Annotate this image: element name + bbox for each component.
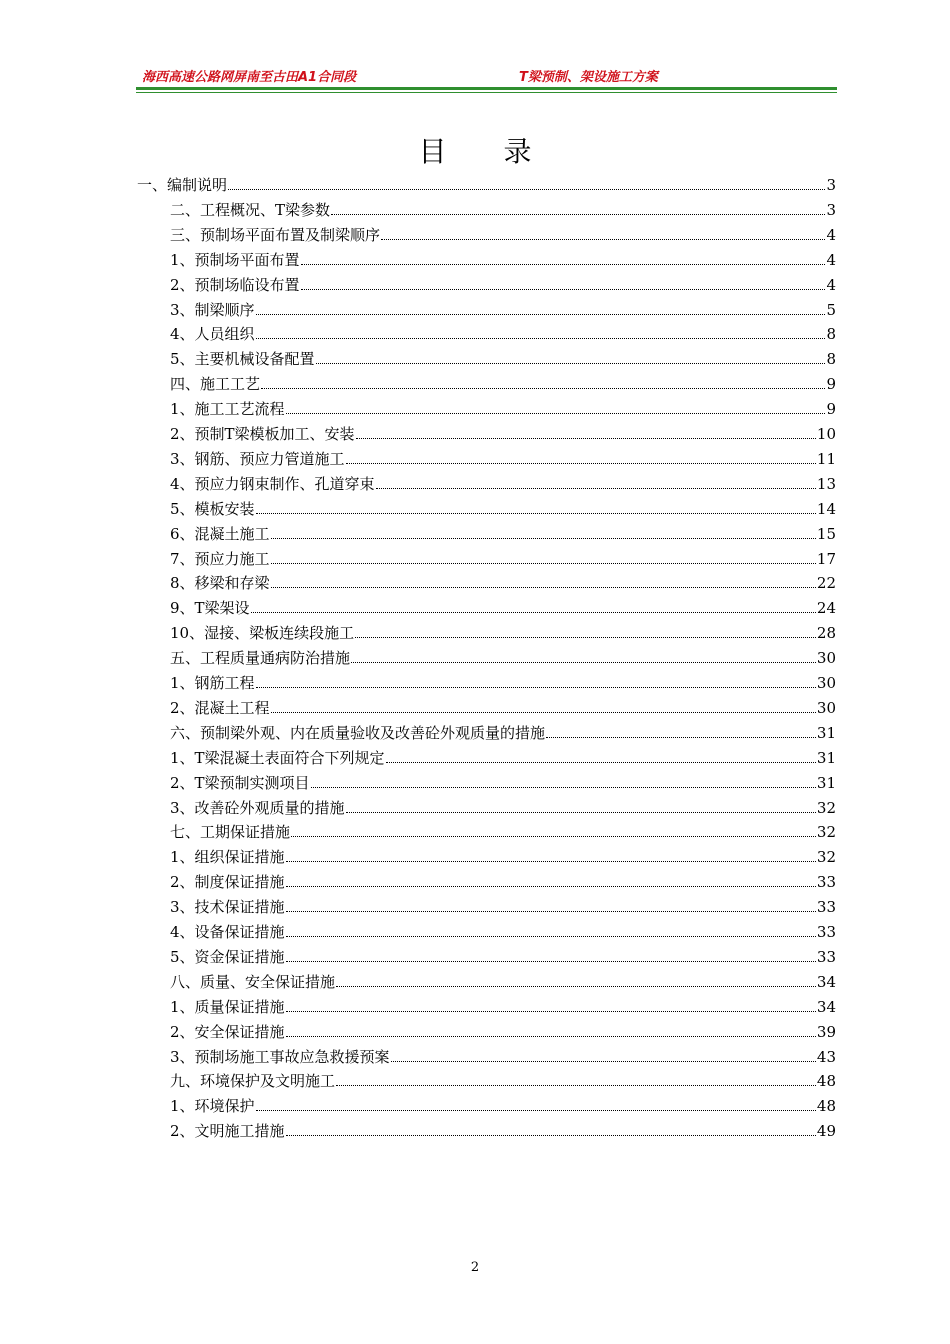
toc-entry-page: 28 <box>816 624 836 643</box>
toc-entry-page: 24 <box>816 599 836 618</box>
toc-entry-page: 17 <box>816 549 836 568</box>
toc-leader-dots <box>336 985 816 987</box>
toc-entry[interactable] <box>170 747 836 771</box>
toc-entry-page: 31 <box>816 723 836 742</box>
header-rule-thin <box>136 92 837 93</box>
toc-entry-page: 5 <box>826 300 836 319</box>
toc-entry-label: 3、预制场施工事故应急救援预案 <box>170 1047 390 1066</box>
toc-entry[interactable] <box>170 722 836 746</box>
toc-leader-dots <box>381 238 825 240</box>
toc-entry[interactable] <box>170 572 836 596</box>
toc-entry[interactable] <box>170 946 836 970</box>
toc-entry-page: 31 <box>816 773 836 792</box>
toc-leader-dots <box>346 811 816 813</box>
toc-entry-page: 30 <box>816 698 836 717</box>
toc-leader-dots <box>316 362 826 364</box>
toc-leader-dots <box>256 686 816 688</box>
toc-leader-dots <box>261 387 825 389</box>
toc-entry[interactable] <box>170 647 836 671</box>
toc-entry[interactable] <box>170 697 836 721</box>
toc-leader-dots <box>351 661 816 663</box>
toc-leader-dots <box>256 1109 816 1111</box>
toc-entry[interactable] <box>170 772 836 796</box>
toc-entry[interactable] <box>137 174 836 198</box>
toc-entry[interactable] <box>170 323 836 347</box>
toc-entry-page: 33 <box>816 873 836 892</box>
toc-leader-dots <box>546 736 816 738</box>
toc-entry-page: 22 <box>816 574 836 593</box>
toc-leader-dots <box>301 263 826 265</box>
toc-entry-page: 48 <box>816 1097 836 1116</box>
toc-leader-dots <box>286 1010 816 1012</box>
toc-entry-label: 七、工期保证措施 <box>170 823 291 842</box>
toc-entry-page: 10 <box>816 425 836 443</box>
toc-entry[interactable] <box>170 672 836 696</box>
toc-leader-dots <box>286 1035 816 1037</box>
toc-entry-label: 1、环境保护 <box>170 1097 255 1116</box>
toc-leader-dots <box>391 1060 816 1062</box>
page-number: 2 <box>470 1260 480 1275</box>
toc-entry-label: 2、预制场临设布置 <box>170 275 300 294</box>
toc-leader-dots <box>311 786 816 788</box>
toc-entry[interactable] <box>170 373 836 397</box>
toc-entry[interactable] <box>170 622 836 646</box>
toc-entry[interactable] <box>170 971 836 995</box>
toc-leader-dots <box>256 313 826 315</box>
toc-leader-dots <box>286 1134 816 1136</box>
toc-entry[interactable] <box>170 548 836 572</box>
toc-entry-label: 2、预制T梁模板加工、安装 <box>170 425 355 443</box>
toc-entry-label: 2、T梁预制实测项目 <box>170 773 310 792</box>
toc-entry[interactable] <box>170 896 836 920</box>
toc-leader-dots <box>286 885 816 887</box>
toc-entry-label: 3、改善砼外观质量的措施 <box>170 798 345 817</box>
toc-leader-dots <box>331 213 825 215</box>
toc-entry-page: 8 <box>826 350 836 369</box>
toc-leader-dots <box>336 1084 816 1086</box>
toc-entry-label: 1、质量保证措施 <box>170 997 285 1016</box>
page-header <box>136 64 837 94</box>
toc-entry-label: 八、质量、安全保证措施 <box>170 972 336 991</box>
toc-entry-page: 39 <box>816 1022 836 1041</box>
toc-entry-label: 3、钢筋、预应力管道施工 <box>170 449 345 468</box>
toc-entry[interactable] <box>170 473 836 497</box>
toc-entry[interactable] <box>170 249 836 273</box>
toc-entry[interactable] <box>170 448 836 472</box>
toc-entry-page: 4 <box>826 250 836 269</box>
toc-entry-page: 15 <box>816 524 836 543</box>
toc-entry-label: 2、制度保证措施 <box>170 873 285 892</box>
toc-entry[interactable] <box>170 1021 836 1045</box>
toc-entry-label: 三、预制场平面布置及制梁顺序 <box>170 225 381 244</box>
toc-leader-dots <box>271 562 816 564</box>
toc-leader-dots <box>256 512 816 514</box>
toc-entry-page: 4 <box>826 225 836 244</box>
toc-entry-label: 10、湿接、梁板连续段施工 <box>170 624 355 643</box>
toc-entry-label: 1、预制场平面布置 <box>170 250 300 269</box>
toc-entry[interactable] <box>170 1095 836 1119</box>
toc-leader-dots <box>286 910 816 912</box>
toc-entry-label: 1、T梁混凝土表面符合下列规定 <box>170 748 385 767</box>
toc-entry-page: 48 <box>816 1072 836 1091</box>
toc-entry-page: 33 <box>816 898 836 917</box>
toc-entry-label: 5、模板安装 <box>170 499 255 518</box>
toc-entry-label: 4、预应力钢束制作、孔道穿束 <box>170 474 375 493</box>
toc-leader-dots <box>376 487 816 489</box>
toc-entry[interactable] <box>170 1046 836 1070</box>
toc-entry-page: 4 <box>826 275 836 294</box>
toc-entry-page: 9 <box>826 400 836 419</box>
toc-entry-page: 32 <box>816 823 836 842</box>
toc-entry[interactable] <box>170 1120 836 1144</box>
toc-entry-label: 四、施工工艺 <box>170 375 261 394</box>
toc-entry[interactable] <box>170 597 836 621</box>
toc-entry-page: 11 <box>816 449 836 468</box>
toc-entry[interactable] <box>170 299 836 323</box>
toc-entry-label: 二、工程概况、T梁参数 <box>170 200 331 219</box>
toc-entry-label: 5、资金保证措施 <box>170 947 285 966</box>
toc-entry-label: 九、环境保护及文明施工 <box>170 1072 336 1091</box>
toc-leader-dots <box>271 537 816 539</box>
toc-entry-page: 3 <box>826 200 836 219</box>
toc-leader-dots <box>271 586 816 588</box>
toc-entry-page: 30 <box>816 674 836 692</box>
toc-entry-page: 33 <box>816 923 836 941</box>
toc-entry-label: 4、人员组织 <box>170 325 255 344</box>
toc-entry-label: 1、组织保证措施 <box>170 848 285 867</box>
toc-entry-page: 33 <box>816 947 836 966</box>
toc-entry-page: 34 <box>816 997 836 1016</box>
toc-entry[interactable] <box>170 498 836 522</box>
toc-entry-label: 2、文明施工措施 <box>170 1122 285 1141</box>
toc-leader-dots <box>286 960 816 962</box>
toc-entry-page: 3 <box>826 176 836 194</box>
toc-entry-label: 7、预应力施工 <box>170 549 270 568</box>
toc-entry-label: 6、混凝土施工 <box>170 524 270 543</box>
toc-entry-page: 13 <box>816 474 836 493</box>
toc-leader-dots <box>256 337 826 339</box>
toc-leader-dots <box>251 611 816 613</box>
toc-leader-dots <box>271 711 816 713</box>
toc-entry-label: 5、主要机械设备配置 <box>170 350 315 369</box>
toc-entry-label: 2、混凝土工程 <box>170 698 270 717</box>
toc-entry-page: 49 <box>816 1122 836 1141</box>
header-project-name: 海西高速公路网屏南至古田A1合同段 <box>142 70 357 85</box>
toc-leader-dots <box>355 636 816 638</box>
toc-entry[interactable] <box>170 348 836 372</box>
toc-entry-page: 31 <box>816 748 836 767</box>
toc-leader-dots <box>286 935 816 937</box>
toc-entry[interactable] <box>170 797 836 821</box>
toc-entry[interactable] <box>170 523 836 547</box>
page-title: 目 录 <box>418 135 556 168</box>
toc-entry[interactable] <box>170 871 836 895</box>
toc-entry-label: 3、技术保证措施 <box>170 898 285 917</box>
toc-entry-label: 3、制梁顺序 <box>170 300 255 319</box>
toc-leader-dots <box>291 835 816 837</box>
toc-leader-dots <box>286 860 816 862</box>
toc-entry[interactable] <box>170 224 836 248</box>
toc-entry[interactable] <box>170 199 836 223</box>
header-rule <box>136 87 837 90</box>
toc-entry-label: 六、预制梁外观、内在质量验收及改善砼外观质量的措施 <box>170 723 546 742</box>
toc-entry-label: 2、安全保证措施 <box>170 1022 285 1041</box>
toc-leader-dots <box>228 188 825 190</box>
toc-leader-dots <box>301 288 826 290</box>
toc-leader-dots <box>346 462 816 464</box>
toc-entry-label: 9、T梁架设 <box>170 599 250 618</box>
toc-entry-page: 8 <box>826 325 836 344</box>
toc-entry-page: 9 <box>826 375 836 394</box>
header-document-title: T梁预制、架设施工方案 <box>519 70 658 85</box>
toc-entry-page: 43 <box>816 1047 836 1066</box>
toc-entry-page: 32 <box>816 848 836 867</box>
toc-entry[interactable] <box>170 921 836 945</box>
toc-leader-dots <box>386 761 816 763</box>
toc-entry-page: 30 <box>816 649 836 668</box>
toc-entry[interactable] <box>170 398 836 422</box>
toc-entry[interactable] <box>170 1070 836 1094</box>
toc-entry[interactable] <box>170 846 836 870</box>
toc-entry[interactable] <box>170 996 836 1020</box>
toc-entry-label: 1、钢筋工程 <box>170 674 255 692</box>
toc-entry[interactable] <box>170 423 836 447</box>
toc-entry-label: 4、设备保证措施 <box>170 923 285 941</box>
toc-entry-page: 34 <box>816 972 836 991</box>
toc-entry-page: 32 <box>816 798 836 817</box>
toc-leader-dots <box>286 412 826 414</box>
toc-entry-label: 1、施工工艺流程 <box>170 400 285 419</box>
toc-entry[interactable] <box>170 821 836 845</box>
toc-entry-page: 14 <box>816 499 836 518</box>
toc-entry-label: 8、移梁和存梁 <box>170 574 270 593</box>
toc-entry-label: 五、工程质量通病防治措施 <box>170 649 351 668</box>
toc-entry[interactable] <box>170 274 836 298</box>
toc-entry-label: 一、编制说明 <box>137 176 228 194</box>
toc-leader-dots <box>356 437 816 439</box>
